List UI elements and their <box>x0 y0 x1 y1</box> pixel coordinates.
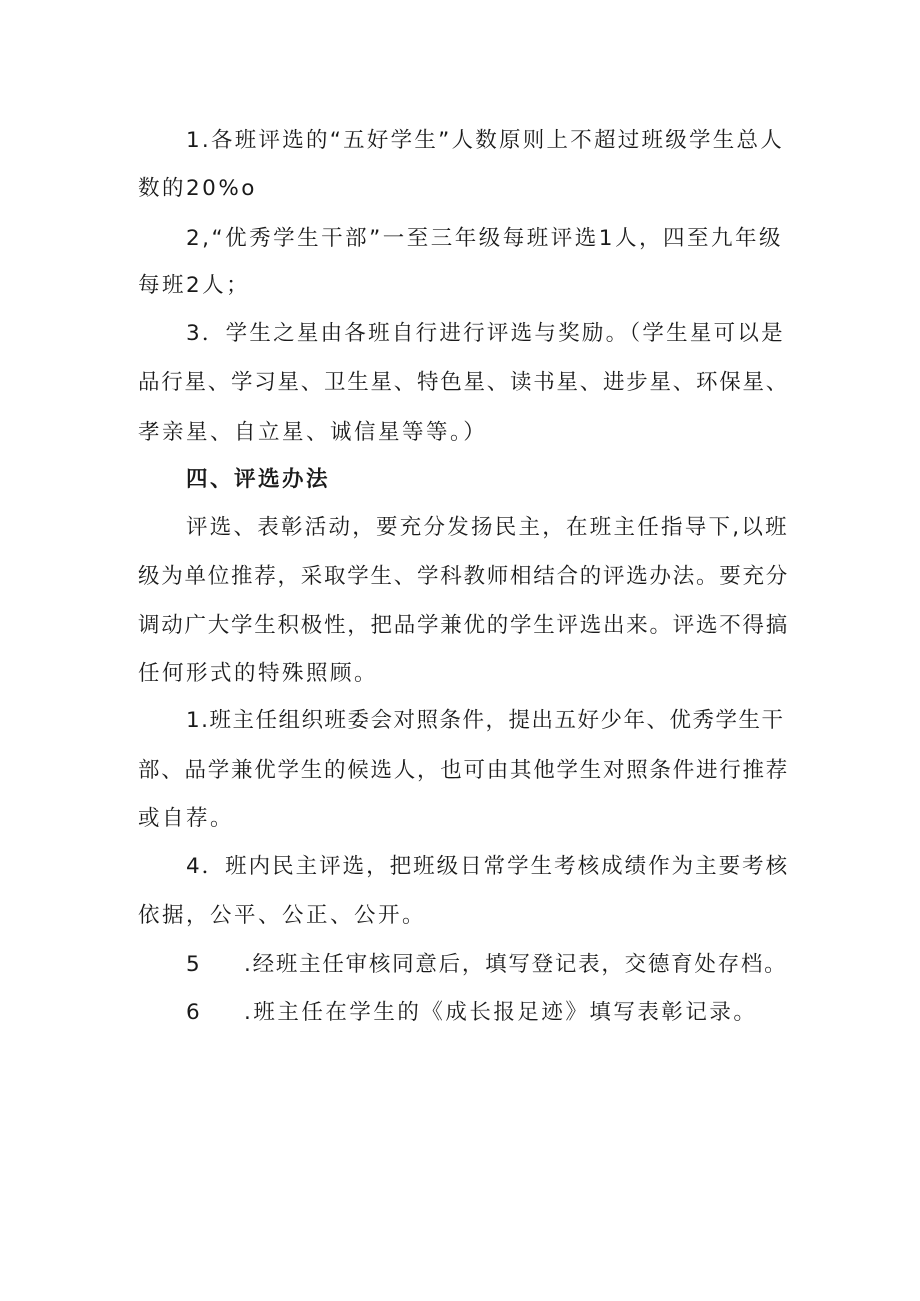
item-1-line-1: 1.各班评选的“五好学生”人数原则上不超过班级学生总人 <box>186 128 785 153</box>
step-6-line <box>186 998 757 1028</box>
step-4-line-2: 依据，公平、公正、公开。 <box>138 903 427 928</box>
item-3-line-2: 品行星、学习星、卫生星、特色星、读书星、进步星、环保星、 <box>138 370 790 395</box>
intro-line-3: 调动广大学生积极性，把品学兼优的学生评选出来。评选不得搞 <box>138 613 790 638</box>
item-2-line-2: 每班2人； <box>138 273 251 298</box>
intro-line-1: 评选、表彰活动，要充分发扬民主，在班主任指导下,以班 <box>186 515 789 540</box>
step-6-number: 6 <box>186 1000 203 1025</box>
item-1-line-2: 数的20%o <box>138 176 257 201</box>
step-1-line-1: 1.班主任组织班委会对照条件，提出五好少年、优秀学生干 <box>186 708 785 733</box>
step-5-line <box>186 950 787 980</box>
step-1-line-2: 部、品学兼优学生的候选人，也可由其他学生对照条件进行推荐 <box>138 758 790 783</box>
step-5-text: .经班主任审核同意后，填写登记表，交德育处存档。 <box>244 952 788 977</box>
item-3-line-3: 孝亲星、自立星、诚信星等等。） <box>138 420 488 445</box>
intro-line-4: 任何形式的特殊照顾。 <box>138 661 379 686</box>
step-6-text: .班主任在学生的《成长报足迹》填写表彰记录。 <box>244 1000 758 1025</box>
step-5-number: 5 <box>186 952 202 977</box>
intro-line-2: 级为单位推荐，采取学生、学科教师相结合的评选办法。要充分 <box>138 564 790 589</box>
item-3-line-1: 3．学生之星由各班自行进行评选与奖励。（学生星可以是 <box>186 321 785 346</box>
item-2-line-1: 2,“优秀学生干部”一至三年级每班评选1人，四至九年级 <box>186 226 783 251</box>
step-4-line-1: 4．班内民主评选，把班级日常学生考核成绩作为主要考核 <box>186 854 790 879</box>
section-heading: 四、评选办法 <box>186 467 331 492</box>
step-1-line-3: 或自荐。 <box>138 806 235 831</box>
